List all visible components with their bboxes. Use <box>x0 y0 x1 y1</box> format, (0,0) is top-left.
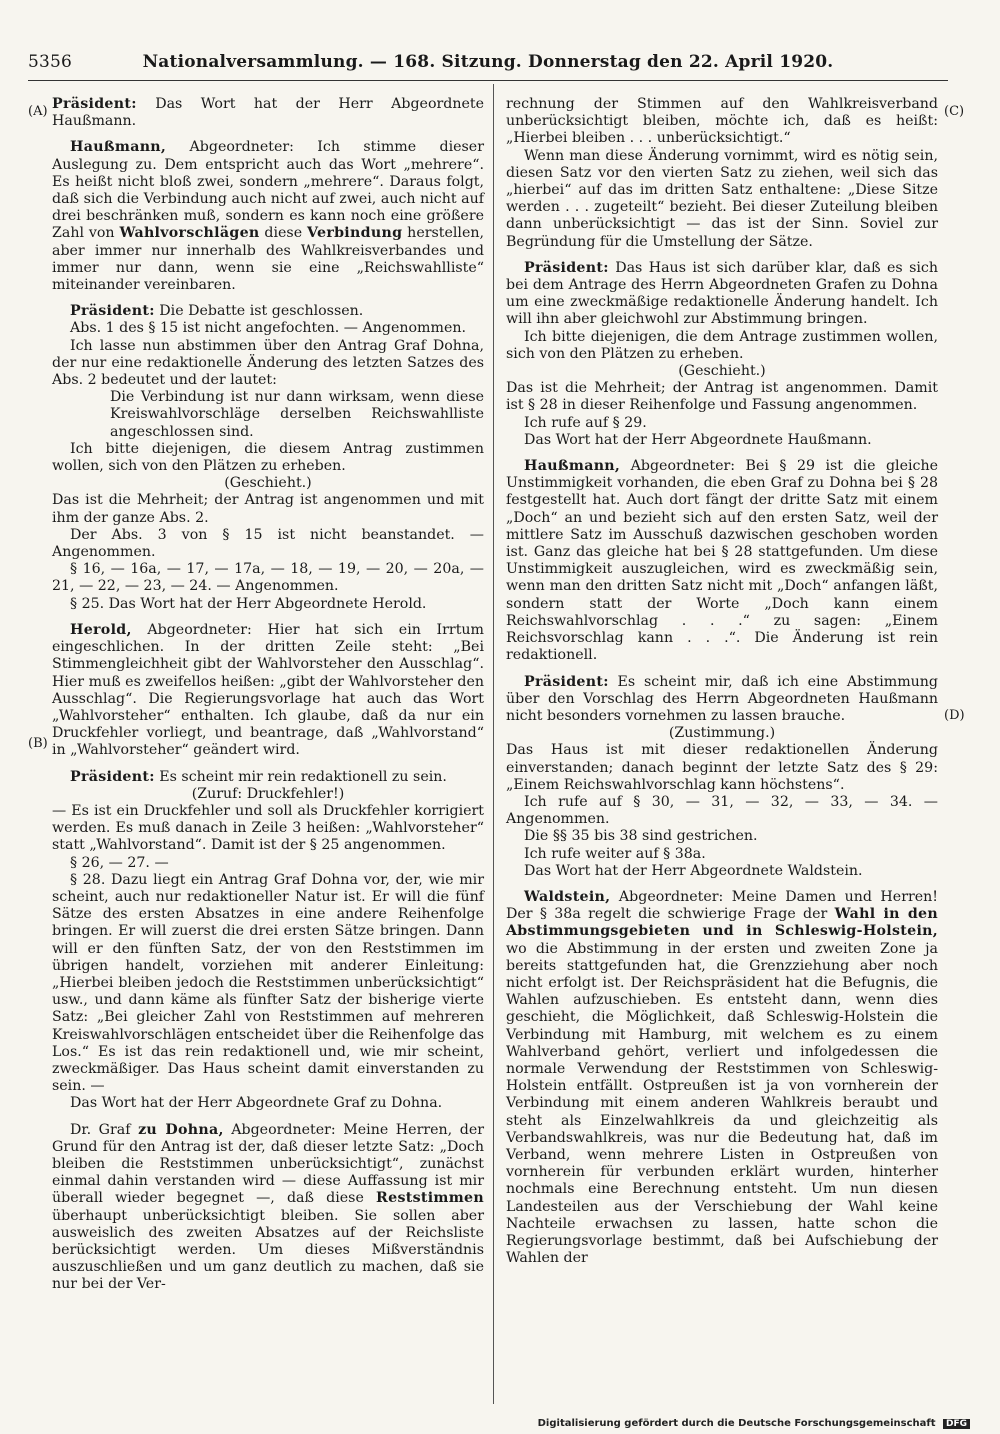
paragraph: § 16, — 16a, — 17, — 17a, — 18, — 19, — 20, — 20a, — 21, — 22, — 23, — 24. — Angenommen. <box>52 561 484 595</box>
paragraph: Abs. 1 des § 15 ist nicht angefochten. — Angenommen. <box>70 320 466 337</box>
paragraph: Das Wort hat der Herr Abgeordnete Graf zu Dohna. <box>70 1095 443 1112</box>
margin-marker-a: (A) <box>28 104 48 119</box>
speaker-name: Präsident: <box>524 259 609 276</box>
paragraph: § 25. Das Wort hat der Herr Abgeordnete Herold. <box>70 595 427 612</box>
quoted-motion: Die Verbindung ist nur dann wirksam, wenn diese Kreiswahlvorschläge derselben Reichswahlliste angeschlossen sind. <box>110 389 484 440</box>
speaker-name: Präsident: <box>52 96 137 112</box>
paragraph: Präsident: Es scheint mir, daß ich eine Abstimmung über den Vorschlag des Herrn Abgeordneten Haußmann nicht besonders vornehmen zu lassen brauche. <box>506 673 938 724</box>
paragraph: rechnung der Stimmen auf den Wahlkreisverband unberücksichtigt bleiben, möchte ich, daß es heißt: „Hierbei bleiben . . . unberücksichtigt.“ <box>506 96 938 147</box>
paragraph: Ich lasse nun abstimmen über den Antrag Graf Dohna, der nur eine redaktionelle Änderung des letzten Satzes des Abs. 2 bedeutet und der lautet: <box>52 337 484 389</box>
stage-direction: (Geschieht.) <box>224 475 312 492</box>
right-column <box>506 96 938 1267</box>
paragraph: Das ist die Mehrheit; der Antrag ist angenommen. Damit ist § 28 in dieser Reihenfolge und Fassung angenommen. <box>506 380 938 414</box>
dfg-logo: DFG <box>943 1419 970 1429</box>
speaker-name: Waldstein, <box>524 888 611 905</box>
speaker-name: zu Dohna, <box>138 1121 224 1138</box>
paragraph: Das Wort hat der Herr Abgeordnete Waldstein. <box>524 862 863 879</box>
digitization-credit: Digitalisierung gefördert durch die Deutsche Forschungsgemeinschaft DFG <box>538 1418 970 1429</box>
column-divider <box>493 84 494 1404</box>
page-number: 5356 <box>28 52 73 72</box>
paragraph: Dr. Graf zu Dohna, Abgeordneter: Meine Herren, der Grund für den Antrag ist der, daß dieser letzte Satz: „Doch bleiben die Reststimmen unberücksichtigt“, zunächst einmal dahin verstanden wird — diese Auffassung ist mir überall wieder begegnet —, daß diese Reststimmen überhaupt unberücksichtigt bleiben. Sie sollen aber ausweislich des zweiten Absatzes auf der Reichsliste berücksichtigt werden. Um dieses Mißverständnis auszuschließen und um ganz deutlich zu machen, daß sie nur bei der Ver- <box>52 1121 485 1293</box>
paragraph: Ich bitte diejenigen, die diesem Antrag zustimmen wollen, sich von den Plätzen zu erheben. <box>52 440 484 475</box>
left-column <box>52 96 484 1294</box>
margin-marker-d: (D) <box>944 708 965 723</box>
page-header <box>28 50 948 76</box>
speaker-name: Präsident: <box>524 673 609 690</box>
paragraph: Ich rufe weiter auf § 38a. <box>524 845 706 862</box>
paragraph: Die §§ 35 bis 38 sind gestrichen. <box>524 828 758 845</box>
paragraph: Der Abs. 3 von § 15 ist nicht beanstandet. — Angenommen. <box>52 526 484 561</box>
paragraph: Wenn man diese Änderung vornimmt, wird es nötig sein, diesen Satz vor den vierten Satz zu ziehen, weil sich das „hierbei“ auf das im dritten Satz enthaltene: „Diese Sitze werden . . . zugeteilt“ bezieht. Bei dieser Zuteilung bleiben dann unberücksichtigt — das ist der Sinn. Soviel zur Begründung für die Umstellung der Sätze. <box>506 147 938 250</box>
paragraph: Waldstein, Abgeordneter: Meine Damen und Herren! Der § 38a regelt die schwierige Frage der Wahl in den Abstimmungsgebieten und in Schleswig-Holstein, wo die Abstimmung in der ersten und zweiten Zone ja bereits stattgefunden hat, die Grenzziehung aber noch nicht erfolgt ist. Der Reichspräsident hat die Befugnis, die Wahlen aufzuschieben. Es entsteht dann, wenn dies geschieht, die Möglichkeit, daß Schleswig-Holstein die Verbindung mit Hamburg, mit welchem es zu einem Wahlverband gehört, verliert und infolgedessen die normale Verwendung der Reststimmen von Schleswig-Holstein entfällt. Ostpreußen ist ja von vornherein der Verbindung mit einem anderen Wahlkreis beraubt und steht als Einzelwahlkreis da und gleichzeitig als Verbandswahlkreis, was nur die Bedeutung hat, daß im Verband, wenn mehrere Listen in Ostpreußen von vornherein für verbunden erklärt wurden, hinterher nochmals eine Berechnung entsteht. Um nun diesen Landesteilen aus der Verschiebung der Wahl keine Nachteile erwachsen zu lassen, hatte schon die Regierungsvorlage bestimmt, daß bei Aufschiebung der Wahlen der <box>506 888 938 1267</box>
paragraph: § 28. Dazu liegt ein Antrag Graf Dohna vor, der, wie mir scheint, auch nur redaktioneller Natur ist. Er will die fünf Sätze des ersten Absatzes in eine andere Reihenfolge bringen. Er will zuerst die drei ersten Sätze bringen. Dann will er den fünften Satz, der von den Reststimmen im übrigen handelt, vorziehen mit anderer Einleitung: „Hierbei bleiben jedoch die Reststimmen unberücksichtigt“ usw., und dann käme als fünfter Satz der bisherige vierte Satz: „Bei gleicher Zahl von Reststimmen auf mehreren Kreiswahlvorschlägen entscheidet über die Reihenfolge das Los.“ Es ist das rein redaktionell und, wie mir scheint, zweckmäßiger. Das Haus scheint damit einverstanden zu sein. — <box>52 871 484 1095</box>
paragraph: — Es ist ein Druckfehler und soll als Druckfehler korrigiert werden. Es muß danach in Zeile 3 heißen: „Wahlvorsteher“ statt „Wahlvorstand“. Damit ist der § 25 angenommen. <box>52 802 484 854</box>
stage-direction: (Geschieht.) <box>678 363 766 380</box>
paragraph: Das Wort hat der Herr Abgeordnete Haußmann. <box>524 431 872 448</box>
paragraph: Herold, Abgeordneter: Hier hat sich ein Irrtum eingeschlichen. In der dritten Zeile steht: „Bei Stimmengleichheit gibt der Wahlvorsteher den Ausschlag“. Hier muß es zweifellos heißen: „gibt der Wahlvorsteher den Ausschlag“. Die Regierungsvorlage hat auch das Wort „Wahlvorsteher“ enthalten. Ich glaube, daß da nur ein Druckfehler vorliegt, und beantrage, daß „Wahlvorstand“ in „Wahlvorsteher“ geändert wird. <box>52 621 485 759</box>
paragraph: Präsident: Die Debatte ist geschlossen. <box>70 303 364 320</box>
margin-marker-b: (B) <box>28 736 48 751</box>
paragraph: Haußmann, Abgeordneter: Bei § 29 ist die gleiche Unstimmigkeit vorhanden, die eben Graf zu Dohna bei § 28 festgestellt hat. Auch dort fängt der dritte Satz mit einem „Doch“ an und bezieht sich auf den ersten Satz, weil der mittlere Satz im Ausschuß dazwischen geschoben worden ist. Ganz das gleiche hat bei § 28 stattgefunden. Um diese Unstimmigkeit auszugleichen, wird es zweckmäßig sein, wenn man den dritten Satz nicht mit „Doch“ anfangen läßt, sondern statt der Worte „Doch kann einem Reichswahlvorschlag . . .“ zu sagen: „Einem Reichsvorschlag kann . . .“. Die Änderung ist rein redaktionell. <box>506 458 938 664</box>
paragraph: Haußmann, Abgeordneter: Ich stimme dieser Auslegung zu. Dem entspricht auch das Wort „mehrere“. Es heißt nicht bloß zwei, sondern „mehrere“. Daraus folgt, daß sich die Verbindung auch nicht auf zwei, auch nicht auf drei beschränken muß, sondern es kann noch eine größere Zahl von Wahlvorschlägen diese Verbindung herstellen, aber immer nur innerhalb des Wahlkreisverbandes und immer nur dann, wenn sie eine „Reichswahlliste“ miteinander vereinbaren. <box>52 139 484 294</box>
paragraph: Ich rufe auf § 30, — 31, — 32, — 33, — 34. — Angenommen. <box>506 793 938 828</box>
paragraph: Präsident: Das Haus ist sich darüber klar, daß es sich bei dem Antrage des Herrn Abgeordneten Grafen zu Dohna um eine zweckmäßige redaktionelle Änderung handelt. Ich will ihn aber gleichwohl zur Abstimmung bringen. <box>506 259 938 328</box>
speaker-name: Herold, <box>70 621 132 638</box>
stage-direction: (Zuruf: Druckfehler!) <box>191 785 345 802</box>
margin-marker-c: (C) <box>944 104 965 119</box>
paragraph: § 26, — 27. — <box>70 854 169 871</box>
paragraph: Präsident: Das Wort hat der Herr Abgeordnete Haußmann. <box>52 96 484 130</box>
paragraph: Ich rufe auf § 29. <box>524 414 647 431</box>
paragraph: Präsident: Es scheint mir rein redaktionell zu sein. <box>70 768 447 785</box>
running-title: Nationalversammlung. — 168. Sitzung. Donnerstag den 22. April 1920. <box>142 52 834 72</box>
paragraph: Das ist die Mehrheit; der Antrag ist angenommen und mit ihm der ganze Abs. 2. <box>52 492 484 526</box>
speaker-name: Präsident: <box>70 303 155 320</box>
speaker-name: Präsident: <box>70 768 155 785</box>
header-rule <box>28 80 948 81</box>
paragraph: Ich bitte diejenigen, die dem Antrage zustimmen wollen, sich von den Plätzen zu erheben. <box>506 328 938 362</box>
speaker-name: Haußmann, <box>524 458 621 475</box>
speaker-name: Haußmann, <box>70 139 167 156</box>
paragraph: Das Haus ist mit dieser redaktionellen Änderung einverstanden; danach beginnt der letzte Satz des § 29: „Einem Reichswahlvorschlag kann höchstens“. <box>506 742 938 793</box>
stage-direction: (Zustimmung.) <box>668 725 776 742</box>
